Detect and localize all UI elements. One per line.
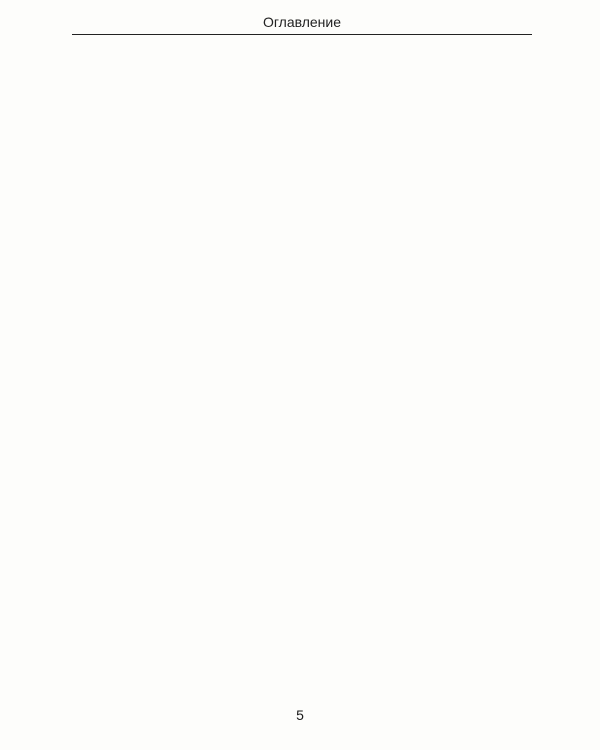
page-number: 5 bbox=[296, 707, 304, 723]
running-header: Оглавление bbox=[262, 14, 342, 30]
